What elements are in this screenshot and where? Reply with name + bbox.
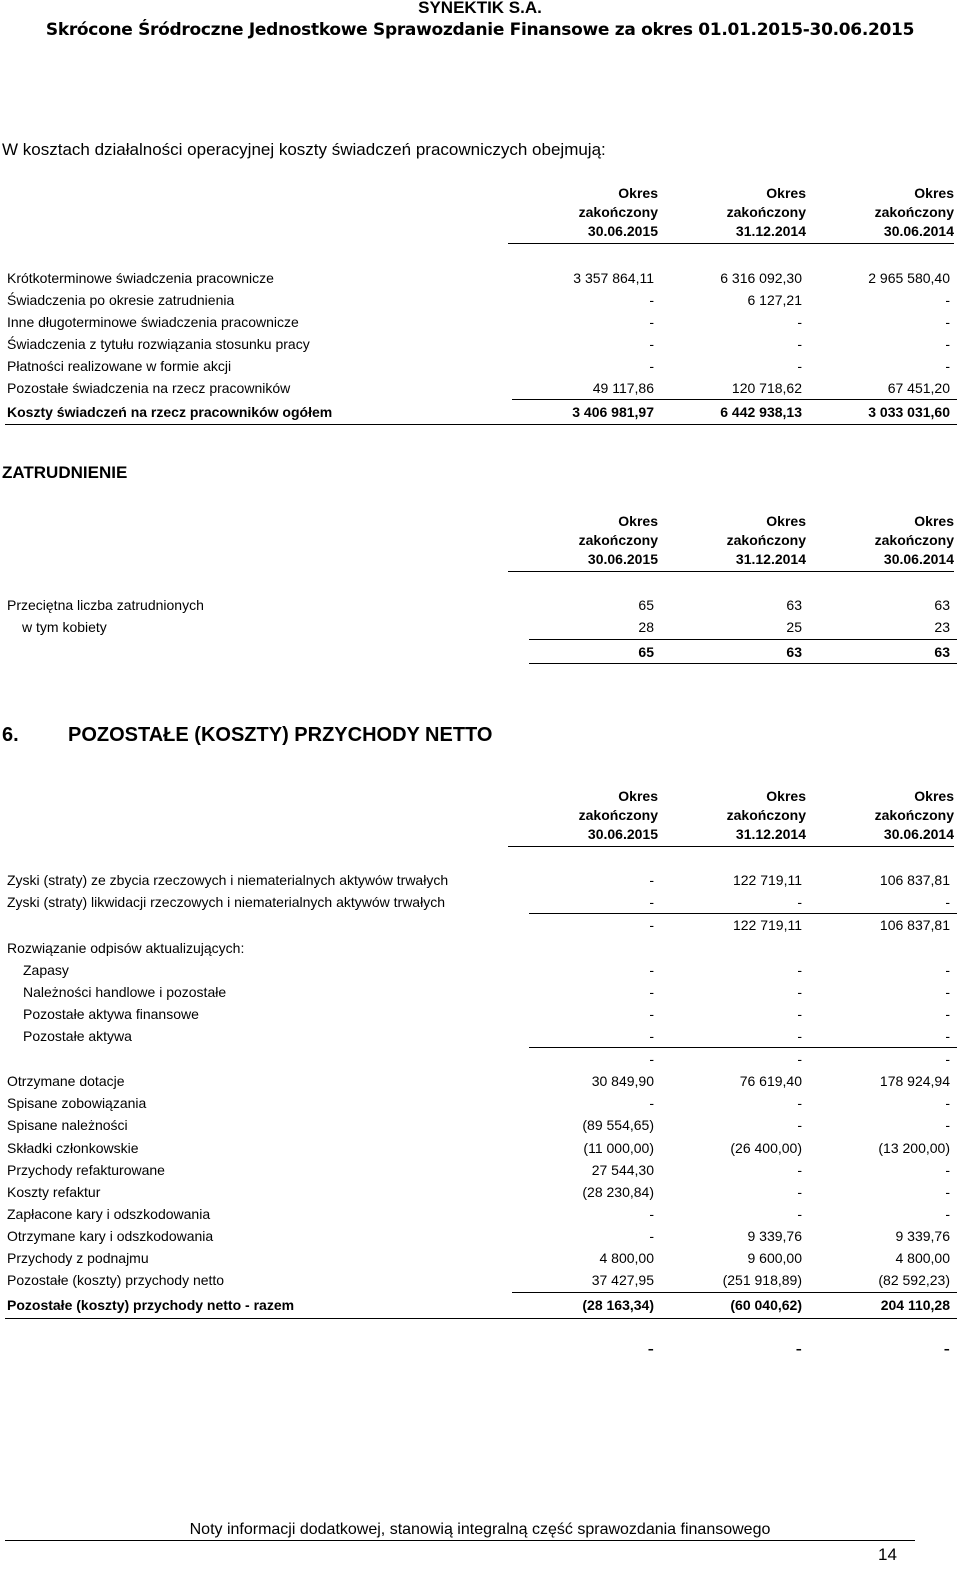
table-row [0, 616, 958, 638]
row-label: Świadczenia z tytułu rozwiązania stosunku pracy [7, 336, 310, 352]
value-2014-12: - [797, 1206, 802, 1222]
value-2014-12: - [797, 962, 802, 978]
value-2015-06: - [649, 962, 654, 978]
row-label: Należności handlowe i pozostałe [23, 984, 227, 1000]
table-row [0, 959, 958, 981]
value-2014-12: 25 [786, 619, 802, 635]
row-label: Pozostałe (koszty) przychody netto - razem [7, 1297, 295, 1313]
value-2014-06: 9 339,76 [895, 1228, 950, 1244]
value-2014-06: 63 [934, 644, 950, 660]
table-row [0, 1137, 958, 1159]
value-2014-06: 204 110,28 [880, 1297, 950, 1313]
company-name: SYNEKTIK S.A. [418, 0, 542, 17]
value-2014-12: 9 600,00 [747, 1250, 802, 1266]
column-header: Okres zakończony 30.06.2015 [508, 787, 658, 847]
row-label: Inne długoterminowe świadczenia pracownicze [7, 314, 299, 330]
value-2014-12: - [797, 1028, 802, 1044]
table-row [0, 981, 958, 1003]
value-2015-06: 3 357 864,11 [573, 270, 654, 286]
table-row [0, 594, 958, 616]
value-2014-12: - [797, 1095, 802, 1111]
value-2015-06: - [647, 1339, 654, 1360]
value-2014-06: 4 800,00 [895, 1250, 950, 1266]
row-label: Pozostałe aktywa [23, 1028, 132, 1044]
value-2015-06: - [649, 1028, 654, 1044]
value-2014-06: - [945, 1117, 950, 1133]
value-2014-06: - [945, 292, 950, 308]
subtotal-rule [512, 399, 957, 400]
value-2015-06: - [649, 1051, 654, 1067]
value-2014-06: 23 [934, 619, 950, 635]
value-2014-12: - [797, 1006, 802, 1022]
column-header: Okres zakończony 31.12.2014 [656, 184, 806, 244]
value-2014-06: - [945, 894, 950, 910]
page-number: 14 [878, 1545, 897, 1564]
value-2015-06: - [649, 358, 654, 374]
value-2015-06: 27 544,30 [591, 1162, 654, 1178]
table-row [0, 891, 958, 913]
table-row [0, 869, 958, 891]
value-2015-06: - [649, 1006, 654, 1022]
value-2015-06: 37 427,95 [591, 1272, 654, 1288]
table-row [0, 267, 958, 289]
value-2015-06: - [649, 917, 654, 933]
value-2014-06: - [943, 1339, 950, 1360]
section-title: ZATRUDNIENIE [2, 463, 128, 482]
table-row [0, 1269, 958, 1291]
row-label: Przychody refakturowane [7, 1162, 165, 1178]
table-row [0, 1181, 958, 1203]
row-label: Przeciętna liczba zatrudnionych [7, 597, 204, 613]
value-2015-06: - [649, 314, 654, 330]
intro-text: W kosztach działalności operacyjnej koszty świadczeń pracowniczych obejmują: [2, 140, 606, 159]
section-title: POZOSTAŁE (KOSZTY) PRZYCHODY NETTO [68, 724, 493, 746]
value-2014-06: - [945, 314, 950, 330]
row-label: Zyski (straty) likwidacji rzeczowych i niematerialnych aktywów trwałych [7, 894, 445, 910]
value-2015-06: 65 [638, 597, 654, 613]
value-2014-12: 6 316 092,30 [720, 270, 802, 286]
total-underline [5, 1318, 957, 1319]
value-2015-06: 28 [638, 619, 654, 635]
value-2015-06: 3 406 981,97 [572, 404, 654, 420]
value-2014-12: 122 719,11 [732, 872, 802, 888]
table-row [0, 355, 958, 377]
value-2014-06: (13 200,00) [878, 1140, 950, 1156]
value-2014-06: 106 837,81 [879, 872, 950, 888]
value-2015-06: 65 [638, 644, 654, 660]
value-2014-06: - [945, 1051, 950, 1067]
value-2014-12: - [797, 358, 802, 374]
value-2014-06: - [945, 1006, 950, 1022]
table-row [0, 1025, 958, 1047]
table-row [0, 1247, 958, 1269]
value-2014-12: 63 [786, 644, 802, 660]
row-label: Otrzymane kary i odszkodowania [7, 1228, 214, 1244]
total-underline [529, 663, 957, 664]
value-2015-06: - [649, 872, 654, 888]
value-2014-06: 2 965 580,40 [868, 270, 950, 286]
value-2015-06: (28 163,34) [582, 1297, 654, 1313]
value-2014-12: - [797, 1117, 802, 1133]
value-2014-12: 6 442 938,13 [720, 404, 802, 420]
value-2014-06: 67 451,20 [887, 380, 950, 396]
value-2014-12: - [797, 336, 802, 352]
row-label: Koszty świadczeń na rzecz pracowników ogółem [7, 404, 333, 420]
value-2015-06: (28 230,84) [582, 1184, 654, 1200]
value-2015-06: 4 800,00 [599, 1250, 654, 1266]
value-2014-06: 106 837,81 [879, 917, 950, 933]
value-2014-12: 122 719,11 [732, 917, 802, 933]
value-2014-12: (251 918,89) [722, 1272, 802, 1288]
column-header: Okres zakończony 30.06.2014 [804, 184, 954, 244]
row-label: Koszty refaktur [7, 1184, 101, 1200]
value-2014-12: - [797, 1184, 802, 1200]
value-2014-06: - [945, 962, 950, 978]
table-row [0, 1203, 958, 1225]
value-2014-12: 9 339,76 [747, 1228, 802, 1244]
row-label: Pozostałe świadczenia na rzecz pracowników [7, 380, 291, 396]
table-row [0, 1225, 958, 1247]
section-heading [2, 724, 492, 747]
subtotal-row [0, 914, 958, 936]
row-label: Krótkoterminowe świadczenia pracownicze [7, 270, 274, 286]
row-label: Otrzymane dotacje [7, 1073, 125, 1089]
row-label: Pozostałe (koszty) przychody netto [7, 1272, 225, 1288]
table-row [0, 311, 958, 333]
value-2014-06: 63 [934, 597, 950, 613]
value-2014-06: - [945, 1184, 950, 1200]
table-row [0, 289, 958, 311]
footer-rule [5, 1540, 915, 1541]
value-2014-12: - [797, 1051, 802, 1067]
column-header: Okres zakończony 31.12.2014 [656, 512, 806, 572]
table-row [0, 377, 958, 399]
column-header: Okres zakończony 30.06.2015 [508, 512, 658, 572]
value-2014-12: - [797, 894, 802, 910]
total-row [0, 1294, 958, 1316]
row-label: Rozwiązanie odpisów aktualizujących: [7, 940, 245, 956]
check-row [0, 1339, 958, 1361]
value-2014-12: 6 127,21 [747, 292, 802, 308]
value-2014-12: (26 400,00) [730, 1140, 802, 1156]
value-2014-12: 76 619,40 [739, 1073, 802, 1089]
table-row [0, 1159, 958, 1181]
value-2014-12: 63 [786, 597, 802, 613]
value-2014-06: - [945, 1206, 950, 1222]
total-underline [5, 424, 957, 425]
value-2014-12: (60 040,62) [730, 1297, 802, 1313]
value-2014-06: - [945, 1162, 950, 1178]
value-2014-06: (82 592,23) [878, 1272, 950, 1288]
row-label: Spisane należności [7, 1117, 128, 1133]
row-label: Spisane zobowiązania [7, 1095, 147, 1111]
value-2014-06: 178 924,94 [879, 1073, 950, 1089]
value-2015-06: - [649, 336, 654, 352]
row-label: Przychody z podnajmu [7, 1250, 149, 1266]
table-row [0, 333, 958, 355]
table-row [0, 1070, 958, 1092]
table-row [0, 1003, 958, 1025]
row-label: Zapłacone kary i odszkodowania [7, 1206, 211, 1222]
value-2014-12: 120 718,62 [731, 380, 802, 396]
row-label: w tym kobiety [22, 619, 107, 635]
row-label: Pozostałe aktywa finansowe [23, 1006, 199, 1022]
report-subtitle: Skrócone Śródroczne Jednostkowe Sprawozdanie Finansowe za okres 01.01.2015-30.06.2015 [45, 20, 915, 40]
column-header: Okres zakończony 30.06.2014 [804, 787, 954, 847]
value-2014-06: - [945, 1028, 950, 1044]
value-2014-12: - [797, 1162, 802, 1178]
value-2015-06: - [649, 984, 654, 1000]
footer-note: Noty informacji dodatkowej, stanowią integralną część sprawozdania finansowego [189, 1521, 771, 1538]
value-2015-06: - [649, 1095, 654, 1111]
row-label: Zyski (straty) ze zbycia rzeczowych i niematerialnych aktywów trwałych [7, 872, 449, 888]
value-2014-06: - [945, 984, 950, 1000]
value-2015-06: - [649, 894, 654, 910]
row-label: Płatności realizowane w formie akcji [7, 358, 232, 374]
row-label: Świadczenia po okresie zatrudnienia [7, 292, 235, 308]
value-2015-06: 49 117,86 [592, 380, 654, 396]
value-2015-06: - [649, 1206, 654, 1222]
value-2015-06: (11 000,00) [583, 1140, 654, 1156]
value-2014-12: - [797, 984, 802, 1000]
value-2015-06: 30 849,90 [591, 1073, 654, 1089]
row-label: Zapasy [23, 962, 69, 978]
value-2014-12: - [795, 1339, 802, 1360]
value-2014-06: - [945, 1095, 950, 1111]
column-header: Okres zakończony 31.12.2014 [656, 787, 806, 847]
value-2014-06: 3 033 031,60 [868, 404, 950, 420]
column-header: Okres zakończony 30.06.2014 [804, 512, 954, 572]
row-label: Składki członkowskie [7, 1140, 139, 1156]
total-row [0, 641, 958, 663]
subtotal-row [0, 1048, 958, 1070]
total-row [0, 401, 958, 423]
column-header: Okres zakończony 30.06.2015 [508, 184, 658, 244]
table-row [0, 1114, 958, 1136]
value-2015-06: (89 554,65) [582, 1117, 654, 1133]
value-2015-06: - [649, 292, 654, 308]
table-row [0, 937, 958, 959]
subtotal-rule [512, 1292, 957, 1293]
subtotal-rule [529, 639, 957, 640]
value-2014-12: - [797, 314, 802, 330]
value-2014-06: - [945, 358, 950, 374]
table-row [0, 1092, 958, 1114]
section-number: 6. [2, 724, 19, 746]
value-2014-06: - [945, 336, 950, 352]
value-2015-06: - [649, 1228, 654, 1244]
